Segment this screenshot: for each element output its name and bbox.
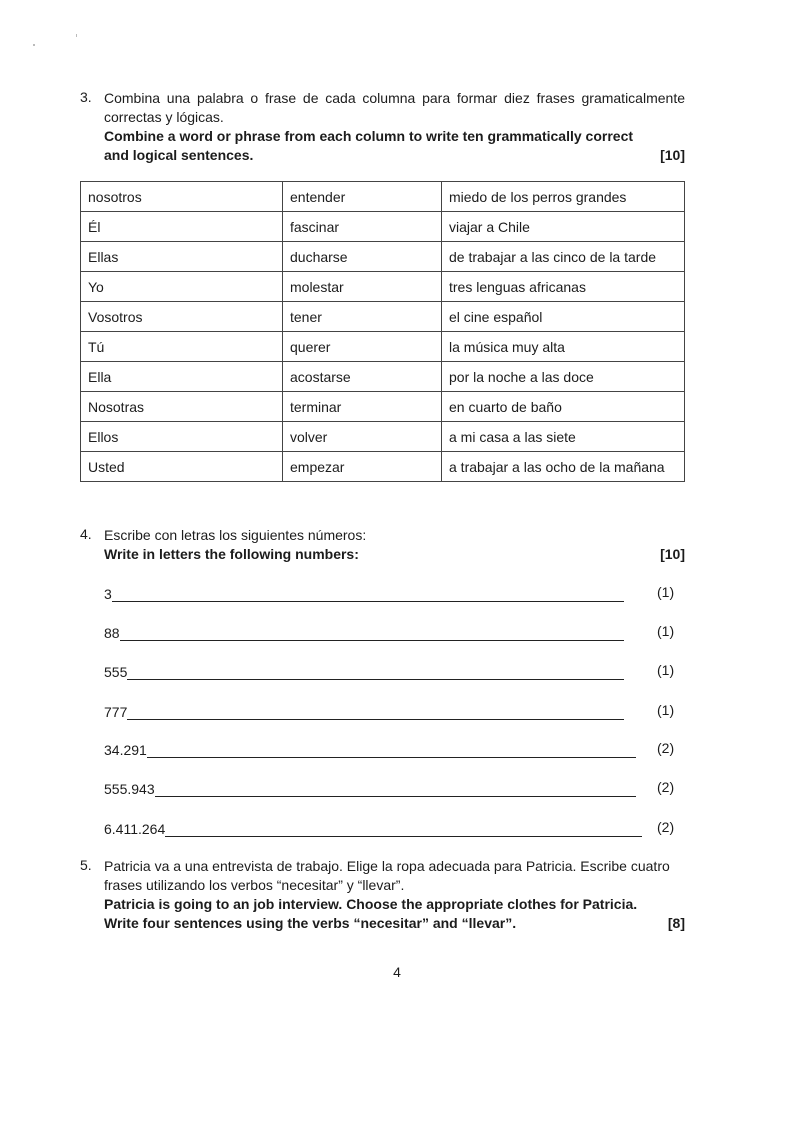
answer-blank[interactable] (127, 705, 624, 720)
number-answer-line (104, 738, 636, 758)
phrase-cell: tres lenguas africanas (442, 272, 685, 302)
table-row (81, 182, 685, 212)
phrase-cell: viajar a Chile (442, 212, 685, 242)
page-number: 4 (393, 964, 401, 980)
verb-cell: terminar (283, 392, 442, 422)
number-to-write: 88 (104, 625, 120, 641)
item-marks: (1) (657, 584, 675, 600)
verb-cell: fascinar (283, 212, 442, 242)
subject-cell: Ellos (81, 422, 283, 452)
table-row (81, 452, 685, 482)
subject-cell: Vosotros (81, 302, 283, 332)
table-row (81, 422, 685, 452)
number-answer-line (104, 817, 642, 837)
question-number: 4. (80, 526, 92, 542)
table-row (81, 332, 685, 362)
table-row (81, 272, 685, 302)
scan-speck (33, 44, 35, 46)
answer-blank[interactable] (127, 665, 624, 680)
question-number: 5. (80, 857, 92, 873)
phrase-cell: miedo de los perros grandes (442, 182, 685, 212)
question-4-marks: [10] (660, 546, 685, 562)
number-to-write: 34.291 (104, 742, 147, 758)
number-to-write: 6.411.264 (104, 821, 166, 837)
phrase-cell: el cine español (442, 302, 685, 332)
item-marks: (1) (657, 623, 675, 639)
question-3-spanish: Combina una palabra o frase de cada columna para formar diez frases gramaticalmente correctas y lógicas. (104, 90, 685, 125)
phrase-cell: por la noche a las doce (442, 362, 685, 392)
number-to-write: 555.943 (104, 781, 155, 797)
answer-blank[interactable] (165, 822, 642, 837)
question-4-spanish: Escribe con letras los siguientes números: (104, 527, 367, 543)
number-to-write: 555 (104, 664, 128, 680)
number-answer-line (104, 700, 624, 720)
verb-cell: empezar (283, 452, 442, 482)
question-5 (80, 857, 685, 933)
verb-cell: molestar (283, 272, 442, 302)
subject-cell: Usted (81, 452, 283, 482)
question-5-marks: [8] (667, 915, 685, 931)
answer-blank[interactable] (147, 743, 636, 758)
subject-cell: nosotros (81, 182, 283, 212)
verb-cell: querer (283, 332, 442, 362)
item-marks: (1) (657, 702, 675, 718)
item-marks: (2) (657, 819, 675, 835)
verb-cell: acostarse (283, 362, 442, 392)
subject-cell: Ellas (81, 242, 283, 272)
question-5-english: Patricia is going to an job interview. Choose the appropriate clothes for Patricia. Write four sentences using the verbs “necesitar” and “llevar”. (104, 896, 638, 931)
table-row (81, 302, 685, 332)
question-3-marks: [10] (660, 147, 685, 163)
phrase-cell: en cuarto de baño (442, 392, 685, 422)
answer-blank[interactable] (112, 587, 624, 602)
question-4-english: Write in letters the following numbers: (104, 546, 359, 562)
phrase-cell: a mi casa a las siete (442, 422, 685, 452)
scan-speck (76, 34, 77, 37)
number-answer-line (104, 777, 636, 797)
question-number: 3. (80, 89, 92, 105)
question-5-spanish: Patricia va a una entrevista de trabajo. Elige la ropa adecuada para Patricia. Escribe cuatro frases utilizando los verbos “necesitar” y “llevar”. (104, 858, 670, 893)
subject-cell: Él (81, 212, 283, 242)
subject-cell: Nosotras (81, 392, 283, 422)
question-4 (80, 526, 685, 564)
phrase-cell: a trabajar a las ocho de la mañana (442, 452, 685, 482)
subject-cell: Tú (81, 332, 283, 362)
number-to-write: 3 (104, 586, 112, 602)
answer-blank[interactable] (120, 626, 624, 641)
number-to-write: 777 (104, 704, 128, 720)
verb-cell: tener (283, 302, 442, 332)
phrase-cell: de trabajar a las cinco de la tarde (442, 242, 685, 272)
subject-cell: Yo (81, 272, 283, 302)
number-answer-line (104, 582, 624, 602)
word-columns-table (80, 181, 685, 482)
table-row (81, 242, 685, 272)
table-row (81, 212, 685, 242)
table-row (81, 392, 685, 422)
table-row (81, 362, 685, 392)
verb-cell: entender (283, 182, 442, 212)
verb-cell: ducharse (283, 242, 442, 272)
subject-cell: Ella (81, 362, 283, 392)
verb-cell: volver (283, 422, 442, 452)
question-3 (80, 89, 685, 165)
item-marks: (2) (657, 779, 675, 795)
question-3-english: Combine a word or phrase from each column to write ten grammatically correct and logical sentences. (104, 128, 634, 163)
phrase-cell: la música muy alta (442, 332, 685, 362)
number-answer-line (104, 621, 624, 641)
item-marks: (1) (657, 662, 675, 678)
number-answer-line (104, 660, 624, 680)
item-marks: (2) (657, 740, 675, 756)
answer-blank[interactable] (155, 782, 636, 797)
